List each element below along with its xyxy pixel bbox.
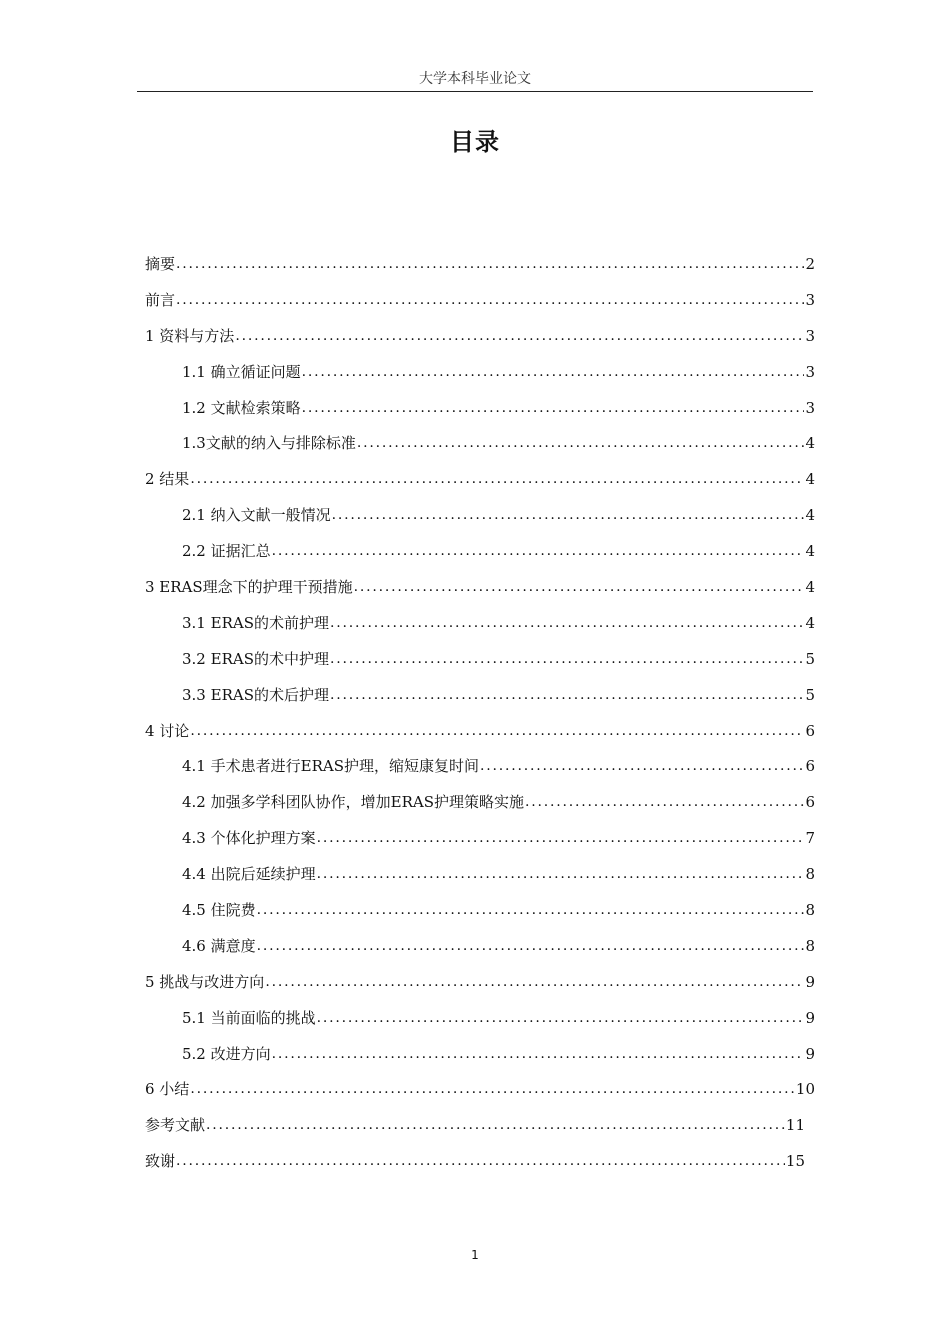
toc-leader-dots [317,1008,805,1028]
toc-entry-5[interactable] [145,964,815,1000]
toc-entry-page: 15 [785,1152,805,1171]
toc-leader-dots [176,1151,785,1171]
toc-leader-dots [265,972,804,992]
toc-entry-page: 6 [805,757,815,776]
toc-entry-4-2[interactable] [145,784,815,820]
toc-entry-3-3[interactable] [145,677,815,713]
toc-entry-1[interactable] [145,318,815,354]
toc-entry-page: 5 [805,685,815,704]
toc-entry-label: 3.1 ERAS的术前护理 [182,613,329,632]
toc-entry-label: 4.6 满意度 [182,936,256,955]
toc-leader-dots [190,1079,795,1099]
toc-leader-dots [317,828,805,848]
toc-entry-label: 2 结果 [145,470,190,489]
toc-entry-acknowledgements[interactable] [145,1143,805,1179]
toc-entry-page: 11 [785,1116,805,1135]
toc-entry-page: 4 [805,434,815,453]
running-header [137,70,813,92]
toc-leader-dots [257,936,805,956]
toc-entry-label: 4.3 个体化护理方案 [182,829,316,848]
toc-leader-dots [302,362,805,382]
toc-entry-page: 10 [795,1080,815,1099]
toc-leader-dots [332,505,805,525]
toc-entry-label: 1 资料与方法 [145,326,235,345]
toc-leader-dots [317,864,805,884]
toc-entry-page: 8 [805,900,815,919]
toc-entry-4-5[interactable] [145,892,815,928]
toc-entry-4-4[interactable] [145,856,815,892]
toc-entry-label: 4 讨论 [145,721,190,740]
toc-entry-page: 5 [805,649,815,668]
toc-entry-label: 摘要 [145,254,176,273]
toc-entry-label: 4.1 手术患者进行ERAS护理，缩短康复时间 [182,757,479,776]
toc-leader-dots [330,685,804,705]
toc-entry-label: 5.1 当前面临的挑战 [182,1008,316,1027]
toc-entry-3[interactable] [145,569,815,605]
toc-entry-page: 8 [805,865,815,884]
toc-entry-label: 致谢 [145,1152,176,1171]
toc-leader-dots [190,721,804,741]
toc-entry-page: 9 [805,1044,815,1063]
toc-entry-2-2[interactable] [145,533,815,569]
toc-entry-label: 2.1 纳入文献一般情况 [182,506,331,525]
toc-leader-dots [354,577,805,597]
toc-entry-label: 3 ERAS理念下的护理干预措施 [145,577,353,596]
toc-leader-dots [480,756,804,776]
toc-entry-label: 4.5 住院费 [182,900,256,919]
toc-entry-page: 4 [805,470,815,489]
toc-entry-page: 7 [805,829,815,848]
toc-entry-label: 2.2 证据汇总 [182,542,271,561]
toc-leader-dots [525,792,804,812]
toc-entry-page: 3 [805,290,815,309]
toc-entry-1-2[interactable] [145,390,815,426]
toc-leader-dots [257,900,805,920]
page-number: 1 [471,1248,479,1262]
toc-entry-label: 5.2 改进方向 [182,1044,271,1063]
toc-entry-5-1[interactable] [145,1000,815,1036]
toc-leader-dots [235,326,804,346]
toc-entry-3-2[interactable] [145,641,815,677]
toc-entry-1-1[interactable] [145,354,815,390]
toc-entry-4[interactable] [145,713,815,749]
toc-entry-label: 5 挑战与改进方向 [145,972,265,991]
toc-entry-page: 4 [805,577,815,596]
toc-entry-2-1[interactable] [145,497,815,533]
toc-entry-label: 前言 [145,290,176,309]
toc-entry-label: 1.3文献的纳入与排除标准 [182,434,356,453]
toc-entry-label: 1.1 确立循证问题 [182,362,301,381]
toc-leader-dots [272,541,805,561]
page-title: 目录 [450,128,500,156]
toc-entry-page: 8 [805,936,815,955]
toc-entry-page: 6 [805,721,815,740]
toc-entry-label: 3.3 ERAS的术后护理 [182,685,329,704]
toc-entry-page: 3 [805,398,815,417]
toc-entry-page: 9 [805,1008,815,1027]
toc-leader-dots [206,1115,785,1135]
toc-entry-label: 3.2 ERAS的术中护理 [182,649,329,668]
toc-entry-label: 4.4 出院后延续护理 [182,865,316,884]
running-header-text: 大学本科毕业论文 [419,71,531,87]
toc-entry-abstract[interactable] [145,246,815,282]
toc-entry-label: 1.2 文献检索策略 [182,398,301,417]
toc-entry-page: 4 [805,506,815,525]
toc-entry-6[interactable] [145,1071,815,1107]
toc-entry-references[interactable] [145,1107,805,1143]
toc-entry-label: 6 小结 [145,1080,190,1099]
toc-entry-page: 4 [805,613,815,632]
toc-entry-4-1[interactable] [145,748,815,784]
toc-entry-4-6[interactable] [145,928,815,964]
toc-entry-label: 4.2 加强多学科团队协作，增加ERAS护理策略实施 [182,793,524,812]
toc-entry-3-1[interactable] [145,605,815,641]
table-of-contents [145,246,815,1179]
toc-leader-dots [302,398,805,418]
toc-leader-dots [190,469,804,489]
toc-entry-5-2[interactable] [145,1036,815,1072]
toc-leader-dots [330,649,804,669]
toc-entry-1-3[interactable] [145,425,815,461]
toc-entry-page: 3 [805,362,815,381]
toc-entry-page: 9 [805,972,815,991]
toc-leader-dots [176,290,804,310]
toc-leader-dots [357,433,805,453]
toc-leader-dots [176,254,804,274]
toc-entry-page: 2 [805,254,815,273]
toc-entry-2[interactable] [145,461,815,497]
toc-entry-preface[interactable] [145,282,815,318]
toc-entry-page: 4 [805,542,815,561]
toc-leader-dots [330,613,804,633]
toc-entry-4-3[interactable] [145,820,815,856]
toc-entry-label: 参考文献 [145,1116,206,1135]
toc-entry-page: 6 [805,793,815,812]
toc-entry-page: 3 [805,326,815,345]
toc-leader-dots [272,1044,805,1064]
